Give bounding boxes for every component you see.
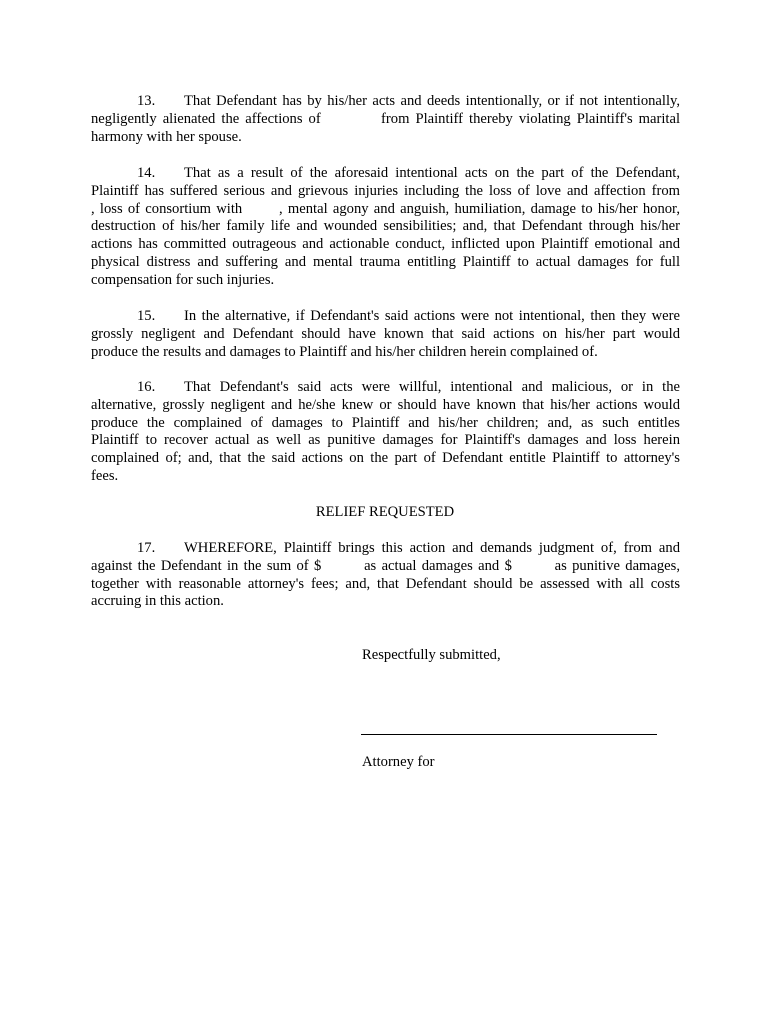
- paragraph-number: 15.: [137, 308, 156, 324]
- paragraph-14: [91, 165, 680, 290]
- closing-salutation: Respectfully submitted,: [362, 647, 501, 663]
- paragraph-line: compensation for such injuries.: [91, 271, 275, 288]
- paragraph-line: Plaintiff to recover actual as well as punitive damages for Plaintiff's damages and loss herein: [91, 432, 680, 449]
- paragraph-17: [91, 540, 680, 611]
- paragraph-number: 17.: [137, 540, 156, 556]
- paragraph-line: produce the results and damages to Plaintiff and his/her children herein complained of.: [91, 343, 598, 360]
- paragraph-text: That Defendant's said acts were willful, intentional and malicious, or in the: [184, 379, 680, 395]
- paragraph-line: complained of; and, that the said actions on the part of Defendant entitle Plaintiff to attorney's: [91, 450, 680, 467]
- paragraph-text: That Defendant has by his/her acts and deeds intentionally, or if not intentionally,: [184, 93, 680, 109]
- paragraph-line: together with reasonable attorney's fees; and, that Defendant should be assessed with all costs: [91, 575, 680, 592]
- paragraph-line: produce the complained of damages to Plaintiff and his/her children; and, as such entitles: [91, 414, 680, 431]
- paragraph-line: Plaintiff has suffered serious and grievous injuries including the loss of love and affection from: [91, 182, 680, 199]
- paragraph-number: 16.: [137, 379, 156, 395]
- paragraph-13: [91, 93, 680, 146]
- paragraph-number: 14.: [137, 165, 156, 181]
- attorney-label: Attorney for: [362, 754, 435, 770]
- paragraph-line: [91, 540, 680, 558]
- paragraph-line: destruction of his/her family life and wounded sensibilities; and, that Defendant through his/her: [91, 218, 680, 235]
- paragraph-number: 13.: [137, 93, 156, 109]
- paragraph-line: [91, 93, 680, 111]
- paragraph-line: alternative, grossly negligent and he/she knew or should have known that his/her actions would: [91, 396, 680, 413]
- paragraph-line: harmony with her spouse.: [91, 128, 242, 145]
- paragraph-line: grossly negligent and Defendant should have known that said actions on his/her part would: [91, 325, 680, 342]
- section-heading: RELIEF REQUESTED: [315, 504, 455, 520]
- paragraph-line: against the Defendant in the sum of $ as actual damages and $ as punitive damages,: [91, 557, 680, 574]
- paragraph-line: physical distress and suffering and mental trauma entitling Plaintiff to actual damages for full: [91, 253, 680, 270]
- paragraph-line: actions has committed outrageous and actionable conduct, inflicted upon Plaintiff emotional and: [91, 236, 680, 253]
- paragraph-line: negligently alienated the affections of from Plaintiff thereby violating Plaintiff's marital: [91, 110, 680, 127]
- paragraph-15: [91, 308, 680, 361]
- paragraph-line: [91, 379, 680, 397]
- paragraph-text: WHEREFORE, Plaintiff brings this action and demands judgment of, from and: [184, 540, 680, 556]
- signature-line: [361, 734, 657, 735]
- paragraph-line: fees.: [91, 467, 119, 484]
- paragraph-text: That as a result of the aforesaid intentional acts on the part of the Defendant,: [184, 165, 680, 181]
- paragraph-line: , loss of consortium with , mental agony and anguish, humiliation, damage to his/her honor,: [91, 200, 680, 217]
- paragraph-line: [91, 165, 680, 183]
- paragraph-16: [91, 379, 680, 486]
- paragraph-line: accruing in this action.: [91, 593, 224, 610]
- paragraph-line: [91, 308, 680, 326]
- paragraph-text: In the alternative, if Defendant's said actions were not intentional, then they were: [184, 308, 680, 324]
